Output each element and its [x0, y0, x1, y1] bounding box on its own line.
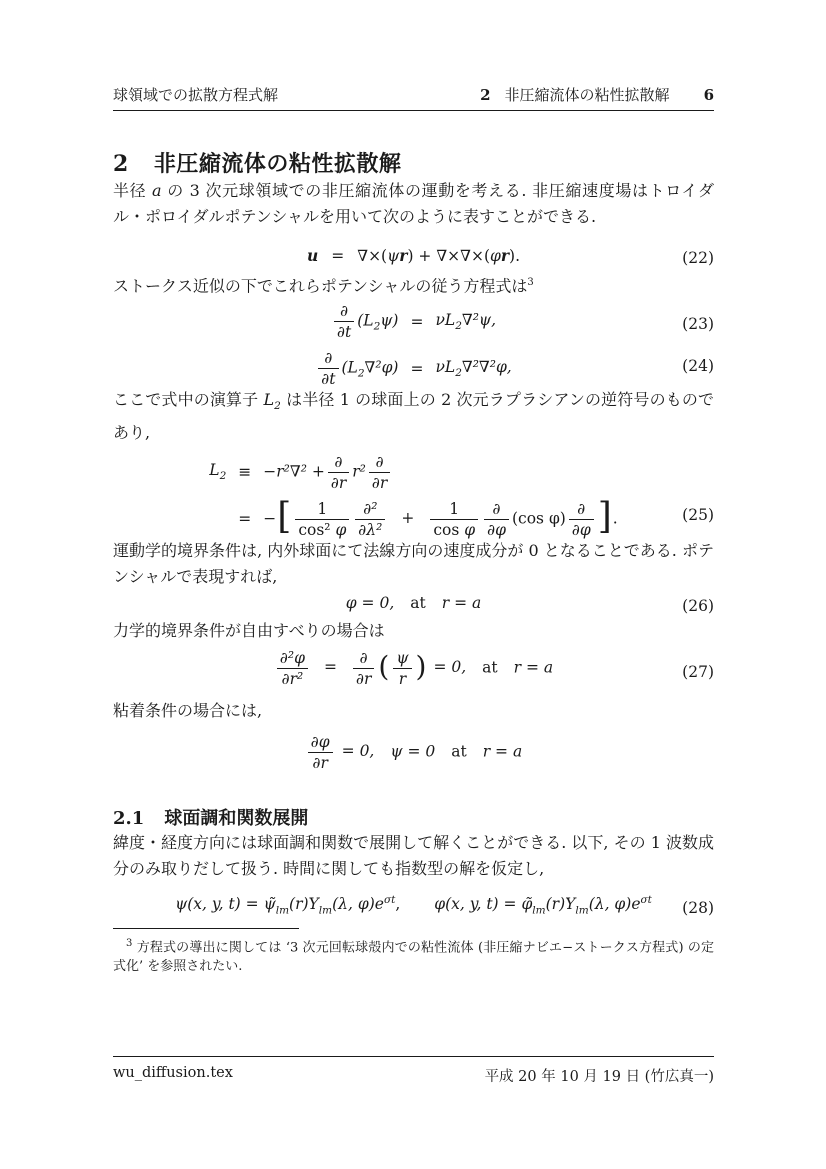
fraction: [569, 501, 594, 538]
paragraph-operator: [113, 387, 714, 445]
math-at: at: [482, 658, 498, 677]
eq24-lhs: [315, 350, 398, 387]
math-text: = 0,: [341, 742, 375, 761]
math-var-a: a: [151, 181, 162, 200]
right-bracket: ]: [597, 496, 612, 538]
math-sub: 2: [357, 367, 365, 380]
math-text: νL: [435, 358, 456, 377]
math-text: −r²∇² +: [263, 462, 325, 481]
minus-sign: −: [263, 509, 277, 528]
math-text: ψ(x, y, t) =: [175, 894, 264, 913]
frac-numerator: 1: [317, 499, 328, 518]
paragraph-intro: [113, 178, 714, 230]
fraction: [277, 650, 308, 687]
text-segment: 半径: [113, 181, 152, 200]
math-text: r²: [352, 462, 366, 481]
math-at: at: [410, 593, 426, 612]
frac-numerator: ∂: [375, 452, 384, 471]
subsection-title: 球面調和関数展開: [164, 807, 309, 829]
eq24-relation: =: [410, 359, 424, 378]
plus-sign: +: [401, 509, 415, 528]
header-section-title: 非圧縮流体の粘性拡散解: [504, 86, 670, 104]
section-number: 2: [113, 151, 129, 177]
section-title: 非圧縮流体の粘性拡散解: [153, 151, 402, 177]
math-text: (L: [341, 358, 358, 377]
math-text: (cos φ): [512, 509, 566, 528]
text-segment: の 3 次元球領域での非圧縮流体の運動を考える. 非圧縮速度場はトロイダル・ポロイダルポテンシャルを用いて次のように表すことができる.: [113, 181, 714, 226]
math-text: (λ, φ)e: [332, 894, 384, 913]
frac-numerator: ∂: [340, 302, 349, 321]
math-sub: 2: [274, 400, 281, 413]
math-sub: 2: [219, 470, 227, 483]
eq24-rhs: [435, 358, 511, 379]
fraction: [334, 303, 354, 340]
equals-sign: =: [331, 247, 345, 265]
equation-noslip: [113, 732, 714, 778]
fraction: [355, 501, 385, 538]
math-text: = 0,: [433, 658, 467, 677]
math-at: at: [451, 742, 467, 761]
fraction: [484, 501, 509, 538]
equation-number: (24): [682, 357, 714, 376]
frac-denominator: r: [393, 668, 411, 687]
math-sub: lm: [532, 903, 546, 916]
fraction: [295, 501, 349, 538]
page-header: [113, 84, 714, 111]
frac-numerator: ∂: [324, 349, 333, 368]
fraction: [369, 454, 390, 491]
equation-26: [113, 594, 714, 618]
eq25-equals: =: [238, 510, 252, 529]
text-segment: ストークス近似の下でこれらポテンシャルの従う方程式は: [113, 276, 528, 296]
frac-numerator: ∂: [334, 452, 343, 471]
frac-denominator: [295, 519, 349, 538]
eq23-relation: =: [410, 312, 424, 331]
equation-number: (26): [682, 596, 714, 615]
math-phi: φ: [464, 520, 476, 539]
equation-number: (25): [682, 505, 714, 524]
eq23-lhs: [331, 303, 398, 340]
subsection-number: 2.1: [113, 807, 145, 829]
section-heading: [113, 147, 714, 178]
math-sub: 2: [455, 320, 462, 333]
equation-22: [113, 246, 714, 270]
equation-number: (28): [682, 898, 714, 917]
frac-numerator: 1: [449, 499, 460, 518]
equation-group-23-24: [113, 303, 714, 387]
eq25-lhs: [209, 461, 226, 482]
frac-denominator: ∂r: [308, 752, 333, 771]
fraction: [308, 734, 333, 771]
header-page-number: 6: [703, 86, 714, 104]
paragraph-freeslip: 力学的境界条件が自由すべりの場合は: [113, 620, 385, 640]
frac-denominator: [430, 519, 478, 538]
text-segment: は半径 1 の球面上の 2 次元ラプラシアンの逆符号のものであり,: [113, 390, 715, 442]
equation-number: (27): [682, 662, 714, 681]
math-text: (L: [357, 311, 374, 330]
footnote-text: [113, 934, 714, 976]
left-paren: (: [378, 649, 390, 683]
frac-numerator: ∂φ: [310, 732, 330, 751]
page-footer: [113, 1056, 714, 1086]
math-text: ∇²ψ,: [461, 311, 496, 330]
math-text: (λ, φ)e: [588, 894, 641, 913]
frac-denominator: ∂φ: [569, 519, 594, 538]
math-sub: lm: [318, 903, 333, 916]
math-text: r = a: [482, 742, 523, 761]
header-section-number: 2: [480, 86, 491, 104]
frac-denominator: ∂λ²: [355, 519, 385, 538]
paragraph-stokes: [113, 270, 714, 299]
math-text: ) + ∇×∇×(: [407, 247, 490, 265]
math-text: (r)Y: [545, 894, 576, 913]
math-vector-r: r: [500, 246, 510, 265]
text-segment: 方程式の導出に関しては ‘3 次元回転球殻内での粘性流体 (非圧縮ナビエ−ストークス方程式) の定式化’ を参照されたい.: [113, 939, 715, 974]
fraction: [353, 650, 374, 687]
math-text: φ(x, y, t) =: [434, 894, 522, 913]
fraction: [430, 501, 478, 538]
math-L2: L: [209, 461, 220, 480]
math-sub: lm: [575, 903, 589, 916]
math-L2: L: [263, 390, 275, 410]
eq25-equiv: ≡: [238, 463, 252, 482]
paragraph-noslip: 粘着条件の場合には,: [113, 700, 263, 720]
math-text: r = a: [441, 593, 482, 612]
math-text: (r)Y: [289, 894, 319, 913]
footnote-marker: 3: [527, 277, 534, 288]
math-phi: φ: [490, 247, 501, 265]
equation-27: [113, 646, 714, 698]
footnote-marker: 3: [126, 937, 133, 949]
footer-filename: wu_diffusion.tex: [113, 1065, 233, 1081]
paragraph-kinematic-bc: 運動学的境界条件は, 内外球面にて法線方向の速度成分が 0 となることである. ポテンシャルで表現すれば,: [113, 540, 714, 586]
eq25-rhs-line1: [263, 454, 393, 491]
math-vector-r: r: [399, 246, 408, 265]
footnote-rule: [113, 928, 299, 929]
equation-number: (22): [682, 249, 714, 267]
math-phi-tilde: φ̃: [521, 894, 533, 913]
frac-denominator: ∂t: [318, 368, 338, 387]
frac-denominator: ∂r: [369, 472, 390, 491]
math-text: r = a: [513, 658, 554, 677]
fraction: [328, 454, 349, 491]
math-text: ∇×(: [357, 247, 388, 265]
frac-denominator: ∂r: [328, 472, 349, 491]
eq23-rhs: [435, 311, 496, 332]
right-paren: ): [415, 649, 427, 683]
frac-denominator: ∂r: [353, 668, 374, 687]
math-cos: cos: [433, 520, 460, 539]
math-sub: 2: [455, 367, 462, 380]
math-text: ).: [509, 247, 521, 265]
math-psi: ψ: [387, 247, 400, 265]
equation-25: [113, 454, 714, 538]
fraction: [318, 350, 338, 387]
math-sub: lm: [275, 903, 290, 916]
math-phi: φ: [335, 520, 347, 539]
frac-denominator: ∂r²: [277, 668, 308, 687]
content-column: [113, 0, 714, 976]
math-sup: σt: [383, 893, 396, 906]
equation-28: [113, 894, 714, 922]
fraction: [393, 650, 411, 687]
equals-sign: =: [323, 658, 337, 677]
frac-denominator: ∂φ: [484, 519, 509, 538]
math-text: φ = 0,: [345, 593, 395, 612]
math-cos: cos²: [298, 520, 331, 539]
math-text: ∇²∇²φ,: [461, 358, 512, 377]
paragraph-expansion: 緯度・経度方向には球面調和関数で展開して解くことができる. 以下, その 1 波数成分のみ取りだして扱う. 時間に関しても指数型の解を仮定し,: [113, 832, 714, 878]
frac-numerator: ∂: [492, 499, 501, 518]
text-segment: ここで式中の演算子: [113, 390, 264, 410]
frac-denominator: ∂t: [334, 321, 354, 340]
left-bracket: [: [277, 496, 292, 538]
frac-numerator: ∂: [577, 499, 586, 518]
equation-number: (23): [682, 315, 714, 334]
frac-numerator: ∂: [359, 648, 368, 667]
math-vector-u: u: [306, 246, 319, 265]
subsection-heading: [113, 804, 714, 830]
math-sub: 2: [373, 320, 381, 333]
math-psi-tilde: ψ̃: [263, 894, 276, 913]
math-sup: σt: [640, 893, 652, 906]
comma: ,: [395, 894, 401, 913]
math-text: ψ): [380, 311, 399, 330]
footer-date: 平成 20 年 10 月 19 日 (竹広真一): [484, 1069, 714, 1085]
frac-numerator: ∂²φ: [279, 648, 305, 667]
math-text: νL: [435, 311, 456, 330]
header-running-title: 球領域での拡散方程式解: [113, 86, 279, 104]
math-text: ψ = 0: [390, 742, 436, 761]
frac-numerator: ψ: [396, 648, 409, 667]
math-text: ∇²φ): [364, 358, 399, 377]
period: .: [612, 509, 618, 528]
frac-numerator: ∂²: [363, 499, 378, 518]
eq25-rhs-line2: [263, 496, 618, 539]
